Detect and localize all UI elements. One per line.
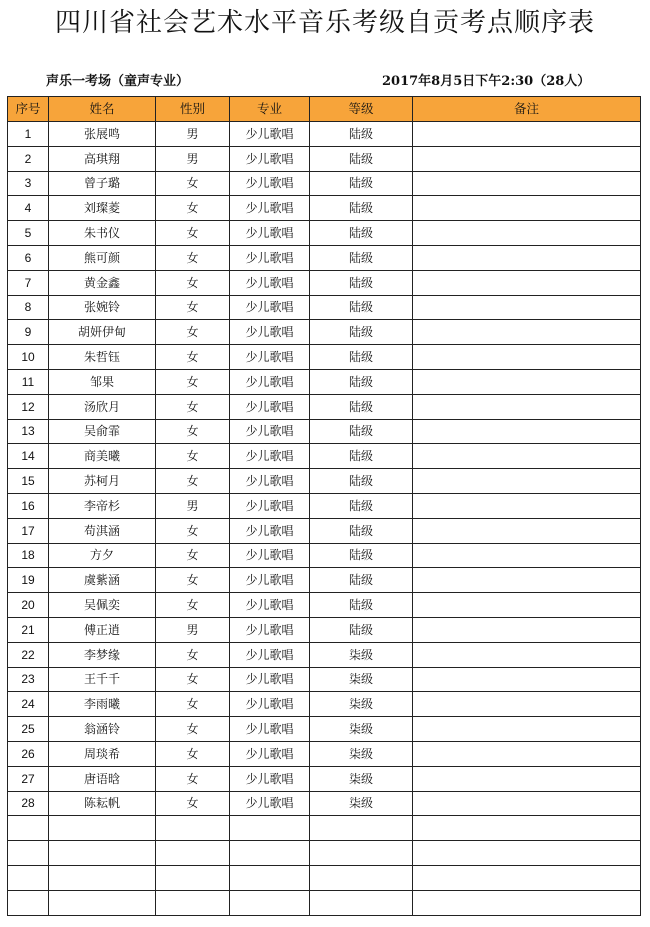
cell-name <box>49 816 156 841</box>
cell-major: 少儿歌唱 <box>230 345 310 370</box>
cell-number: 1 <box>8 122 49 147</box>
table-row <box>8 518 641 543</box>
table-row <box>8 245 641 270</box>
table-row <box>8 791 641 816</box>
cell-level: 陆级 <box>310 444 413 469</box>
cell-major: 少儿歌唱 <box>230 146 310 171</box>
column-header-number: 序号 <box>8 97 49 122</box>
cell-number: 2 <box>8 146 49 171</box>
cell-gender <box>156 816 230 841</box>
cell-level: 陆级 <box>310 617 413 642</box>
cell-gender: 女 <box>156 568 230 593</box>
cell-number: 28 <box>8 791 49 816</box>
cell-number: 14 <box>8 444 49 469</box>
cell-gender: 男 <box>156 493 230 518</box>
cell-note <box>413 518 641 543</box>
table-row <box>8 493 641 518</box>
cell-gender: 女 <box>156 518 230 543</box>
cell-level <box>310 890 413 915</box>
cell-note <box>413 245 641 270</box>
table-row <box>8 841 641 866</box>
cell-name: 虞紫涵 <box>49 568 156 593</box>
cell-note <box>413 841 641 866</box>
table-row <box>8 890 641 915</box>
table-row <box>8 816 641 841</box>
cell-note <box>413 667 641 692</box>
cell-major: 少儿歌唱 <box>230 245 310 270</box>
page-title: 四川省社会艺术水平音乐考级自贡考点顺序表 <box>54 8 595 38</box>
column-header-note: 备注 <box>413 97 641 122</box>
cell-note <box>413 766 641 791</box>
cell-name: 黄金鑫 <box>49 270 156 295</box>
cell-major <box>230 865 310 890</box>
cell-number: 19 <box>8 568 49 593</box>
cell-note <box>413 345 641 370</box>
cell-number: 18 <box>8 543 49 568</box>
cell-level: 柒级 <box>310 741 413 766</box>
cell-number: 9 <box>8 320 49 345</box>
cell-number: 17 <box>8 518 49 543</box>
cell-gender: 男 <box>156 146 230 171</box>
cell-number: 10 <box>8 345 49 370</box>
cell-number: 21 <box>8 617 49 642</box>
cell-major: 少儿歌唱 <box>230 196 310 221</box>
cell-note <box>413 692 641 717</box>
cell-level: 陆级 <box>310 196 413 221</box>
cell-level: 陆级 <box>310 493 413 518</box>
cell-gender: 女 <box>156 419 230 444</box>
cell-gender: 女 <box>156 369 230 394</box>
cell-name: 吴俞霏 <box>49 419 156 444</box>
cell-note <box>413 717 641 742</box>
cell-number: 26 <box>8 741 49 766</box>
cell-note <box>413 146 641 171</box>
table-row <box>8 642 641 667</box>
cell-gender: 女 <box>156 245 230 270</box>
cell-name: 苏柯月 <box>49 469 156 494</box>
column-header-level: 等级 <box>310 97 413 122</box>
cell-major: 少儿歌唱 <box>230 741 310 766</box>
venue-label: 声乐一考场（童声专业） <box>46 74 190 89</box>
cell-gender <box>156 865 230 890</box>
table-row <box>8 593 641 618</box>
cell-level: 陆级 <box>310 394 413 419</box>
table-row <box>8 295 641 320</box>
cell-name: 唐语晗 <box>49 766 156 791</box>
cell-level: 陆级 <box>310 320 413 345</box>
cell-major: 少儿歌唱 <box>230 270 310 295</box>
cell-note <box>413 741 641 766</box>
cell-gender: 女 <box>156 320 230 345</box>
table-row <box>8 865 641 890</box>
cell-gender: 女 <box>156 791 230 816</box>
cell-level: 柒级 <box>310 642 413 667</box>
cell-number: 5 <box>8 221 49 246</box>
cell-major: 少儿歌唱 <box>230 122 310 147</box>
cell-gender: 女 <box>156 642 230 667</box>
cell-note <box>413 568 641 593</box>
column-header-name: 姓名 <box>49 97 156 122</box>
cell-name <box>49 841 156 866</box>
table-row <box>8 444 641 469</box>
cell-name: 傅正逍 <box>49 617 156 642</box>
cell-major: 少儿歌唱 <box>230 369 310 394</box>
cell-gender: 女 <box>156 394 230 419</box>
cell-gender: 女 <box>156 543 230 568</box>
cell-gender: 男 <box>156 617 230 642</box>
cell-level: 柒级 <box>310 717 413 742</box>
cell-note <box>413 270 641 295</box>
cell-gender <box>156 841 230 866</box>
cell-number: 15 <box>8 469 49 494</box>
cell-note <box>413 394 641 419</box>
cell-gender: 女 <box>156 171 230 196</box>
cell-level: 陆级 <box>310 245 413 270</box>
cell-major: 少儿歌唱 <box>230 493 310 518</box>
cell-note <box>413 320 641 345</box>
cell-level: 陆级 <box>310 543 413 568</box>
cell-number: 22 <box>8 642 49 667</box>
cell-note <box>413 493 641 518</box>
cell-name: 高琪翔 <box>49 146 156 171</box>
cell-name: 胡妍伊甸 <box>49 320 156 345</box>
cell-name: 邹果 <box>49 369 156 394</box>
cell-major: 少儿歌唱 <box>230 221 310 246</box>
cell-number: 27 <box>8 766 49 791</box>
cell-level: 陆级 <box>310 469 413 494</box>
cell-level <box>310 865 413 890</box>
cell-number: 12 <box>8 394 49 419</box>
table-row <box>8 146 641 171</box>
cell-number: 20 <box>8 593 49 618</box>
cell-major: 少儿歌唱 <box>230 568 310 593</box>
cell-note <box>413 593 641 618</box>
exam-order-table <box>7 96 641 916</box>
cell-level: 陆级 <box>310 270 413 295</box>
cell-level: 柒级 <box>310 766 413 791</box>
cell-name: 商美曦 <box>49 444 156 469</box>
cell-level: 陆级 <box>310 221 413 246</box>
cell-number: 13 <box>8 419 49 444</box>
cell-major: 少儿歌唱 <box>230 766 310 791</box>
table-row <box>8 667 641 692</box>
cell-gender: 女 <box>156 196 230 221</box>
table-row <box>8 419 641 444</box>
cell-name: 张展鸣 <box>49 122 156 147</box>
cell-gender: 女 <box>156 741 230 766</box>
cell-number: 4 <box>8 196 49 221</box>
cell-major: 少儿歌唱 <box>230 295 310 320</box>
table-row <box>8 469 641 494</box>
cell-level: 陆级 <box>310 295 413 320</box>
cell-note <box>413 122 641 147</box>
cell-name <box>49 865 156 890</box>
cell-gender: 女 <box>156 345 230 370</box>
cell-gender: 女 <box>156 221 230 246</box>
cell-level: 陆级 <box>310 568 413 593</box>
cell-major <box>230 841 310 866</box>
cell-note <box>413 791 641 816</box>
cell-note <box>413 543 641 568</box>
cell-number: 24 <box>8 692 49 717</box>
cell-name: 苟淇涵 <box>49 518 156 543</box>
table-row <box>8 221 641 246</box>
cell-level: 陆级 <box>310 122 413 147</box>
cell-name: 王千千 <box>49 667 156 692</box>
cell-name: 张婉铃 <box>49 295 156 320</box>
cell-name: 吴佩奕 <box>49 593 156 618</box>
cell-gender <box>156 890 230 915</box>
table-row <box>8 196 641 221</box>
cell-gender: 女 <box>156 593 230 618</box>
cell-major: 少儿歌唱 <box>230 469 310 494</box>
cell-name: 刘璨菱 <box>49 196 156 221</box>
cell-level: 柒级 <box>310 791 413 816</box>
cell-number <box>8 865 49 890</box>
cell-major: 少儿歌唱 <box>230 171 310 196</box>
cell-number: 25 <box>8 717 49 742</box>
cell-note <box>413 369 641 394</box>
cell-number <box>8 841 49 866</box>
cell-number: 6 <box>8 245 49 270</box>
cell-name: 周琰希 <box>49 741 156 766</box>
cell-level: 陆级 <box>310 345 413 370</box>
table-row <box>8 717 641 742</box>
cell-name: 熊可颜 <box>49 245 156 270</box>
cell-number <box>8 890 49 915</box>
cell-gender: 女 <box>156 295 230 320</box>
cell-number: 23 <box>8 667 49 692</box>
cell-name: 朱书仪 <box>49 221 156 246</box>
table-row <box>8 171 641 196</box>
cell-level: 柒级 <box>310 692 413 717</box>
table-body <box>8 122 641 916</box>
cell-major: 少儿歌唱 <box>230 518 310 543</box>
table-row <box>8 345 641 370</box>
cell-name: 陈耘帆 <box>49 791 156 816</box>
cell-note <box>413 419 641 444</box>
cell-number: 3 <box>8 171 49 196</box>
cell-note <box>413 221 641 246</box>
cell-note <box>413 865 641 890</box>
cell-gender: 男 <box>156 122 230 147</box>
cell-name: 李梦缘 <box>49 642 156 667</box>
cell-major: 少儿歌唱 <box>230 419 310 444</box>
cell-name: 朱哲钰 <box>49 345 156 370</box>
table-row <box>8 394 641 419</box>
column-header-major: 专业 <box>230 97 310 122</box>
cell-note <box>413 295 641 320</box>
cell-major: 少儿歌唱 <box>230 642 310 667</box>
cell-level <box>310 816 413 841</box>
cell-name: 曾子璐 <box>49 171 156 196</box>
cell-note <box>413 469 641 494</box>
cell-level: 陆级 <box>310 369 413 394</box>
cell-note <box>413 642 641 667</box>
cell-note <box>413 617 641 642</box>
cell-major: 少儿歌唱 <box>230 791 310 816</box>
cell-number <box>8 816 49 841</box>
cell-number: 16 <box>8 493 49 518</box>
cell-major: 少儿歌唱 <box>230 543 310 568</box>
cell-level: 柒级 <box>310 667 413 692</box>
table-row <box>8 369 641 394</box>
column-header-gender: 性别 <box>156 97 230 122</box>
cell-note <box>413 890 641 915</box>
schedule-label: 2017年8月5日下午2:30（28人） <box>382 74 591 89</box>
cell-gender: 女 <box>156 270 230 295</box>
cell-number: 7 <box>8 270 49 295</box>
cell-name: 方夕 <box>49 543 156 568</box>
cell-note <box>413 444 641 469</box>
cell-gender: 女 <box>156 766 230 791</box>
cell-major: 少儿歌唱 <box>230 667 310 692</box>
table-row <box>8 543 641 568</box>
cell-level <box>310 841 413 866</box>
cell-major <box>230 890 310 915</box>
cell-gender: 女 <box>156 717 230 742</box>
cell-level: 陆级 <box>310 518 413 543</box>
cell-major: 少儿歌唱 <box>230 394 310 419</box>
cell-note <box>413 816 641 841</box>
table-row <box>8 766 641 791</box>
table-row <box>8 617 641 642</box>
cell-major: 少儿歌唱 <box>230 593 310 618</box>
cell-major: 少儿歌唱 <box>230 617 310 642</box>
cell-name: 李帝杉 <box>49 493 156 518</box>
table-row <box>8 122 641 147</box>
table-row <box>8 270 641 295</box>
cell-major: 少儿歌唱 <box>230 717 310 742</box>
cell-gender: 女 <box>156 667 230 692</box>
cell-major: 少儿歌唱 <box>230 320 310 345</box>
cell-name: 汤欣月 <box>49 394 156 419</box>
cell-name <box>49 890 156 915</box>
cell-level: 陆级 <box>310 419 413 444</box>
cell-name: 李雨曦 <box>49 692 156 717</box>
cell-level: 陆级 <box>310 146 413 171</box>
table-row <box>8 692 641 717</box>
table-row <box>8 741 641 766</box>
table-header-row <box>8 97 641 122</box>
cell-gender: 女 <box>156 444 230 469</box>
cell-level: 陆级 <box>310 171 413 196</box>
cell-major <box>230 816 310 841</box>
cell-note <box>413 196 641 221</box>
table-row <box>8 320 641 345</box>
cell-major: 少儿歌唱 <box>230 444 310 469</box>
cell-gender: 女 <box>156 469 230 494</box>
cell-number: 8 <box>8 295 49 320</box>
cell-note <box>413 171 641 196</box>
table-row <box>8 568 641 593</box>
cell-level: 陆级 <box>310 593 413 618</box>
cell-gender: 女 <box>156 692 230 717</box>
cell-major: 少儿歌唱 <box>230 692 310 717</box>
cell-name: 翁涵铃 <box>49 717 156 742</box>
cell-number: 11 <box>8 369 49 394</box>
